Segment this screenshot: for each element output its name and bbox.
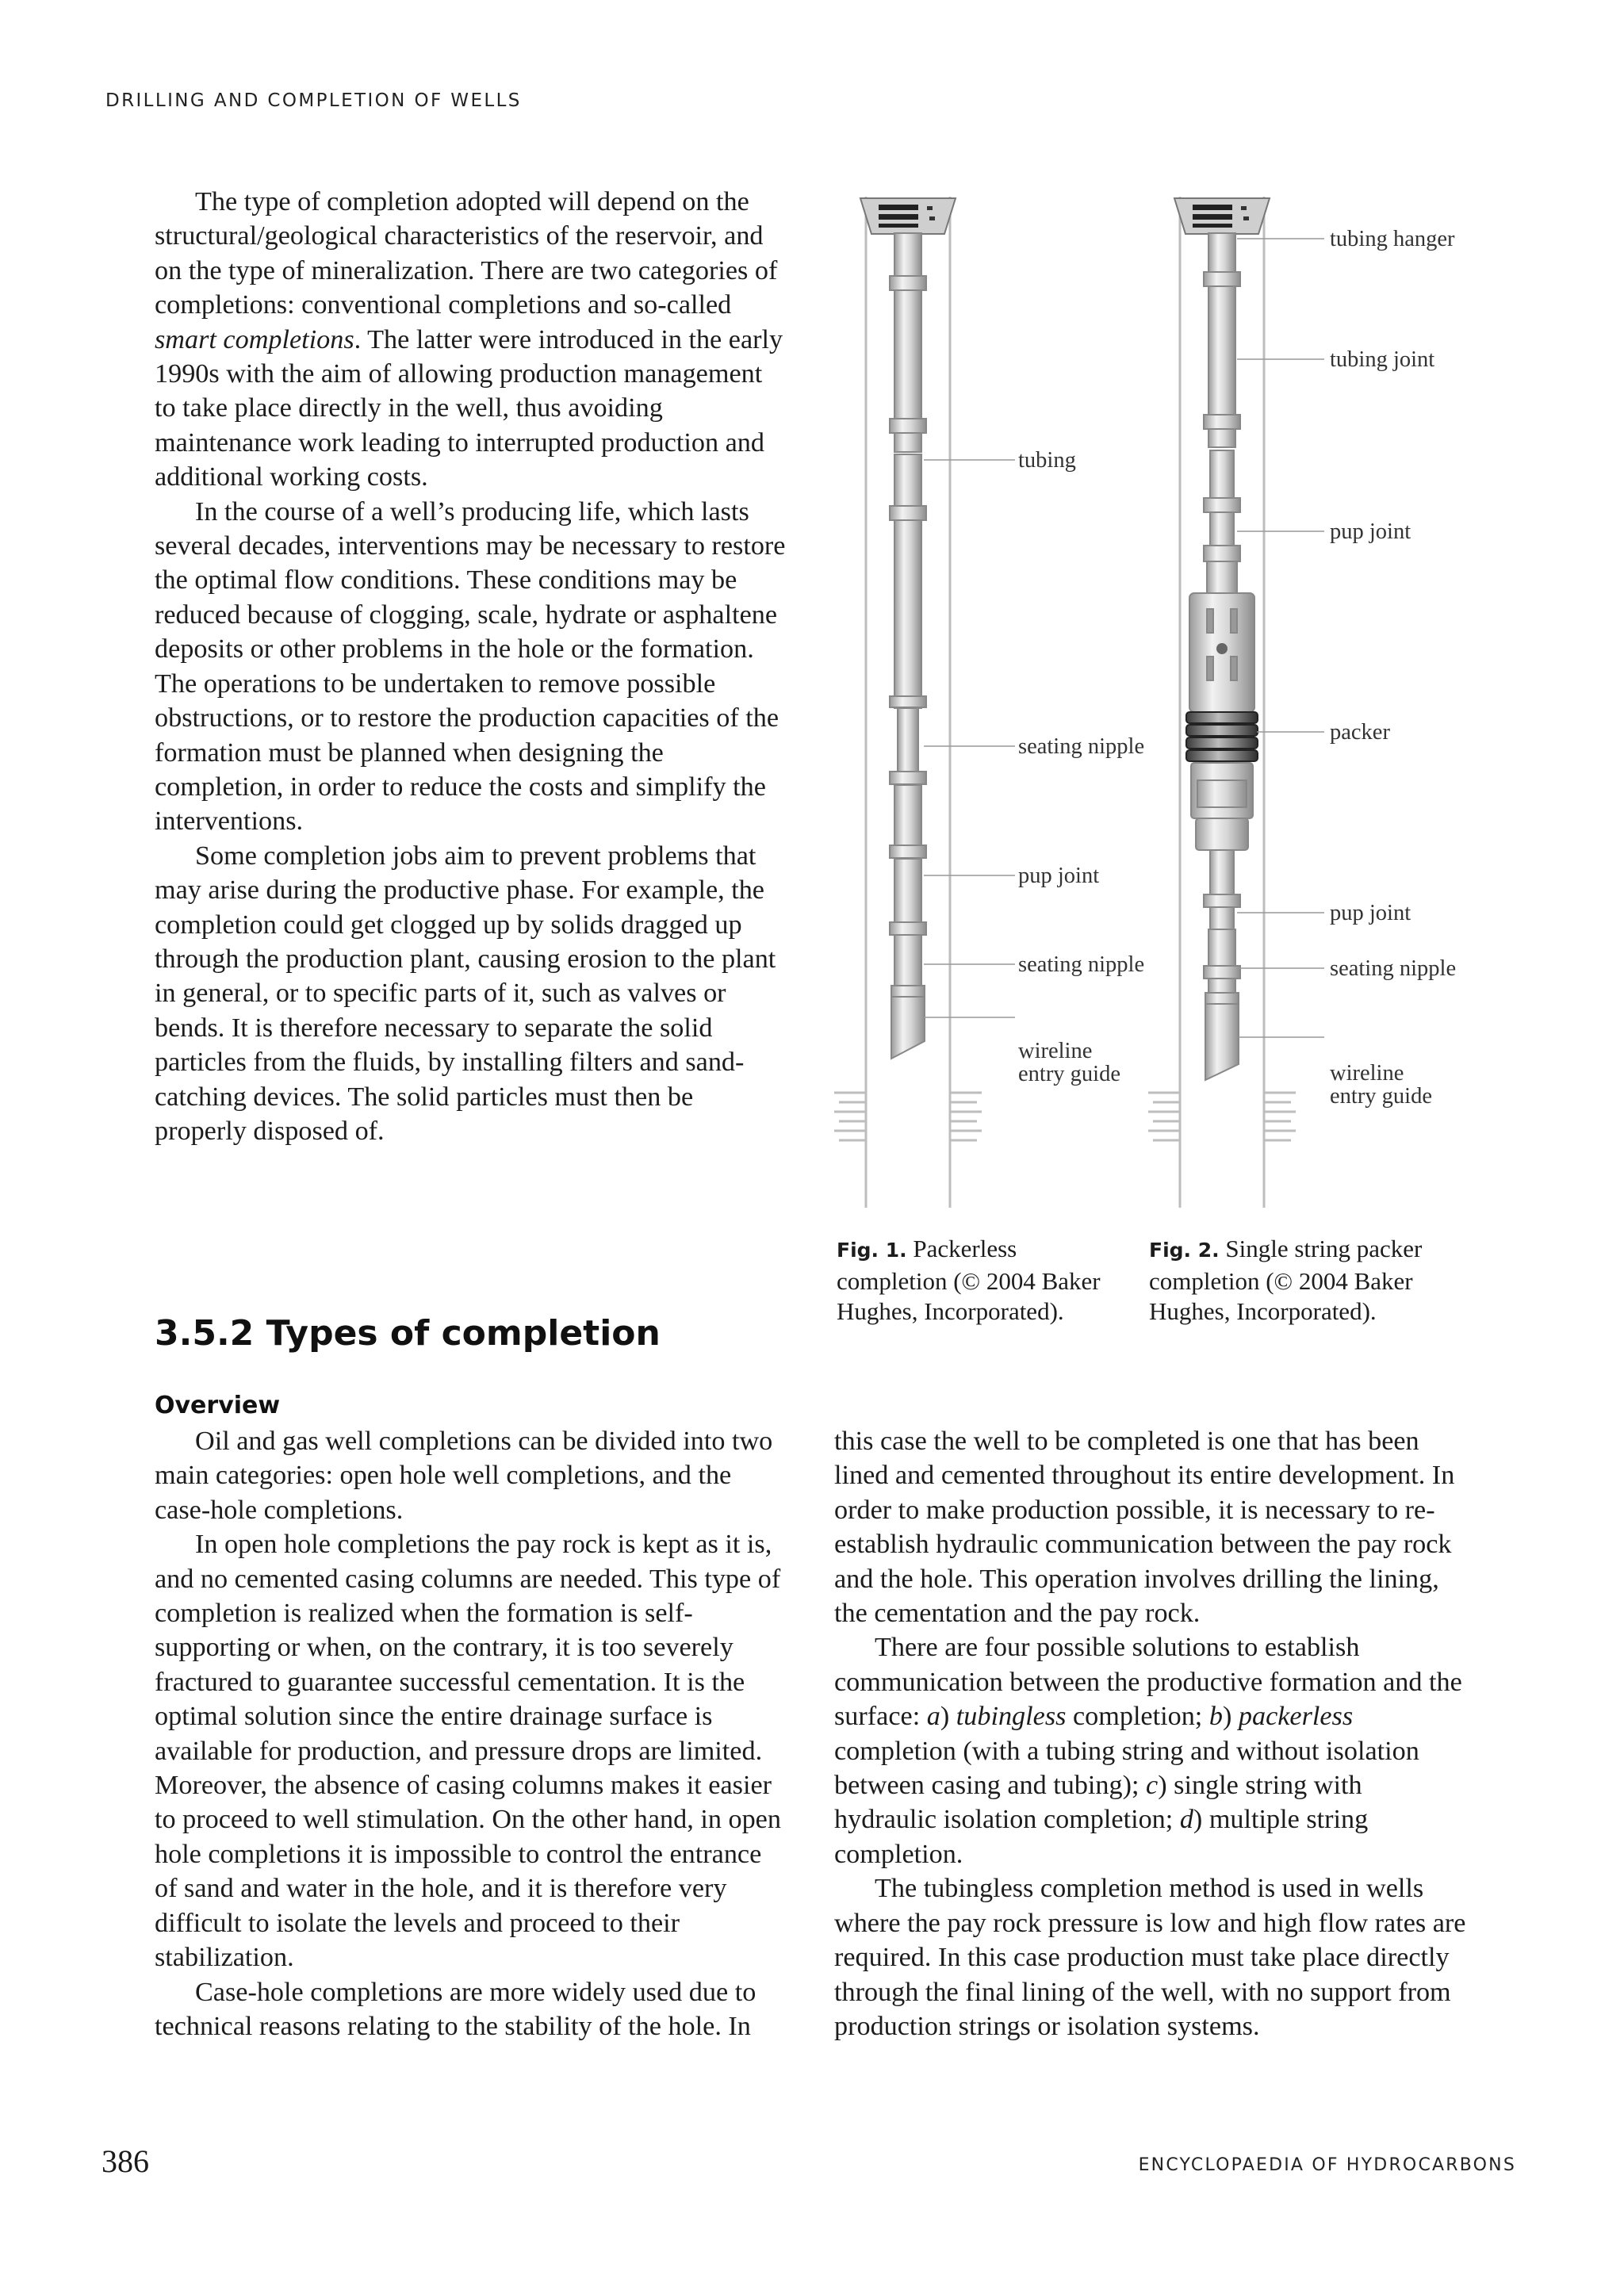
fig1-label-pup-joint: pup joint xyxy=(1018,864,1100,888)
fig2-diagram xyxy=(1148,197,1456,1208)
figure-1-caption xyxy=(837,1234,1122,1327)
fig2-label-wireline: wireline xyxy=(1330,1061,1404,1086)
p5-packerless: packerless xyxy=(1238,1702,1354,1732)
overview-paragraph-2: In open hole completions the pay rock is kept as it is, and no cemented casing columns are needed. This type of completion is realized when the formation is self-supporting or when, on the contrary, it is too severely fractured to guarantee successful cementation. It is the optimal solution since the entire drainage surface is available for production, and pressure drops are limited. Moreover, the absence of casing columns makes it easier to proceed to well stimulation. On the other hand, in open hole completions it is impossible to control the entrance of sand and water in the hole, and it is therefore very difficult to isolate the levels and proceed to their stabilization. xyxy=(155,1530,781,1973)
overview-right-column xyxy=(834,1424,1469,2043)
p5-tubingless: tubingless xyxy=(956,1702,1067,1732)
p5-letter-d: d xyxy=(1179,1805,1193,1835)
p5-close-b: ) xyxy=(1222,1702,1239,1732)
p5-letter-a: a xyxy=(926,1702,940,1732)
figure-1-caption-text: Packerless completion (© 2004 Baker Hughes, Incorporated). xyxy=(837,1235,1101,1325)
p5-close-a: ) xyxy=(940,1702,956,1732)
fig1-label-wireline: wireline xyxy=(1018,1039,1093,1063)
overview-paragraph-4: this case the well to be completed is one that has been lined and cemented throughout its entire development. In order to make production possible, it is necessary to re-establish hydraulic communication between the pay rock and the hole. This operation involves drilling the lining, the cementation and the pay rock. xyxy=(834,1427,1455,1629)
fig2-label-seating-nipple: seating nipple xyxy=(1330,956,1457,981)
p5-letter-b: b xyxy=(1208,1702,1223,1732)
fig2-label-packer: packer xyxy=(1330,720,1390,745)
fig2-tubing-string xyxy=(1186,233,1258,1080)
intro-p1-italic: smart completions xyxy=(155,324,354,354)
figure-2-number: Fig. 2. xyxy=(1149,1239,1220,1262)
intro-text xyxy=(155,185,789,1148)
intro-paragraph-1 xyxy=(155,185,789,495)
running-head: DRILLING AND COMPLETION OF WELLS xyxy=(105,90,522,111)
fig1-tubing-string xyxy=(890,233,926,1059)
p5-text-a: There are four possible solutions to establish communication between the productive formation and the surface: xyxy=(834,1633,1462,1732)
fig1-label-tubing: tubing xyxy=(1018,448,1076,473)
fig1-label-entry-guide: entry guide xyxy=(1018,1062,1121,1086)
fig1-leader-lines xyxy=(924,460,1015,1017)
figure-1-number: Fig. 1. xyxy=(837,1239,907,1262)
fig2-label-tubing-hanger: tubing hanger xyxy=(1330,227,1455,251)
publication-title: ENCYCLOPAEDIA OF HYDROCARBONS xyxy=(1138,2155,1516,2175)
intro-paragraph-3: Some completion jobs aim to prevent problems that may arise during the productive phase. For example, the completion could get clogged up by solids dragged up through the production plant, causing erosion to the plant in general, or to specific parts of it, such as valves or bends. It is therefore necessary to separate the solid particles from the fluids, by installing filters and sand-catching devices. The solid particles must then be properly disposed of. xyxy=(155,841,776,1146)
fig2-label-tubing-joint: tubing joint xyxy=(1330,347,1435,372)
fig1-wellhead xyxy=(860,198,956,234)
intro-p1-text-b: . The latter were introduced in the early 1990s with the aim of allowing production management to take place directly in the well, thus avoiding maintenance work leading to interrupted production and additional working costs. xyxy=(155,324,783,492)
fig2-packer-seal xyxy=(1186,712,1258,761)
page-number: 386 xyxy=(102,2143,149,2179)
intro-paragraph-2: In the course of a well’s producing life, which lasts several decades, interventions may be necessary to restore the optimal flow conditions. These conditions may be reduced because of clogging, scale, hydrate or asphaltene deposits or other problems in the hole or the formation. The operations to be undertaken to remove possible obstructions, or to restore the production capacities of the formation must be planned when designing the completion, in order to reduce the costs and simplify the interventions. xyxy=(155,496,786,837)
completion-figures xyxy=(825,181,1483,1243)
fig1-diagram xyxy=(834,197,1144,1208)
subsection-heading: Overview xyxy=(155,1392,281,1419)
overview-paragraph-6: The tubingless completion method is used in wells where the pay rock pressure is low and high flow rates are required. In this case production must take place directly through the final lining of the well, with no support from production strings or isolation systems. xyxy=(834,1874,1466,2041)
fig1-label-seating-nipple-upper: seating nipple xyxy=(1018,734,1145,759)
fig2-labels xyxy=(1330,227,1456,1109)
overview-left-column xyxy=(155,1424,789,2043)
fig1-labels xyxy=(1018,448,1144,1086)
fig2-label-entry-guide: entry guide xyxy=(1330,1084,1433,1109)
p5-text-c: completion (with a tubing string and without isolation between casing and tubing); xyxy=(834,1736,1419,1801)
overview-paragraph-5 xyxy=(834,1630,1469,1871)
fig1-label-seating-nipple-lower: seating nipple xyxy=(1018,952,1145,977)
section-heading: 3.5.2 Types of completion xyxy=(155,1313,661,1354)
fig2-wellhead xyxy=(1174,198,1270,234)
p5-close-d: ) multiple string completion. xyxy=(834,1805,1369,1869)
overview-paragraph-1: Oil and gas well completions can be divided into two main categories: open hole well completions, and the case-hole completions. xyxy=(155,1427,773,1525)
fig2-label-pup-joint-upper: pup joint xyxy=(1330,519,1411,544)
overview-paragraph-3: Case-hole completions are more widely used due to technical reasons relating to the stability of the hole. In xyxy=(155,1977,756,2041)
figure-2-caption-text: Single string packer completion (© 2004 Baker Hughes, Incorporated). xyxy=(1149,1235,1423,1325)
fig2-label-pup-joint-lower: pup joint xyxy=(1330,901,1411,925)
p5-text-b: completion; xyxy=(1066,1702,1209,1732)
intro-p1-text-a: The type of completion adopted will depend on the structural/geological characteristics of the reservoir, and on the type of mineralization. There are two categories of completions: conventional completions and so-called xyxy=(155,187,778,320)
figure-2-caption xyxy=(1149,1234,1434,1327)
p5-letter-c: c xyxy=(1146,1771,1159,1801)
p5-close-c: ) single string with hydraulic isolation completion; xyxy=(834,1771,1362,1835)
